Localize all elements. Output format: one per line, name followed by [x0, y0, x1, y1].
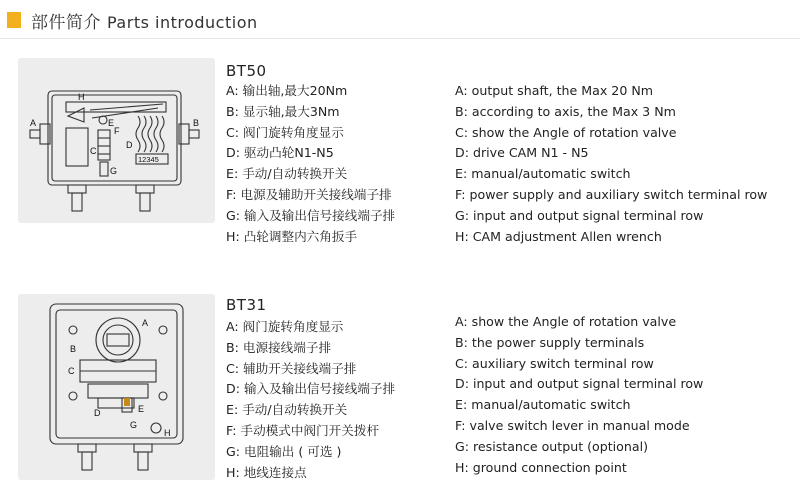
section-header	[7, 7, 258, 33]
list-item: B: 显示轴,最大3Nm	[226, 103, 340, 119]
header-accent-square	[7, 12, 21, 28]
bt50-label-g: G	[110, 166, 118, 176]
list-item: H: 凸轮调整内六角扳手	[226, 228, 358, 244]
bt50-label-h: H	[78, 92, 85, 102]
section-title-en: Parts introduction	[107, 12, 258, 32]
bt31-label-c: C	[68, 366, 75, 376]
list-item: C: show the Angle of rotation valve	[455, 124, 677, 140]
list-item: B: 电源接线端子排	[226, 339, 332, 355]
bt50-diagram-panel	[18, 58, 215, 223]
list-item: D: 输入及输出信号接线端子排	[226, 381, 396, 397]
bt31-label-e: E	[138, 404, 145, 414]
list-item: F: 手动模式中阀门开关拨杆	[226, 422, 380, 438]
bt31-label-b: B	[70, 344, 77, 354]
list-item: E: manual/automatic switch	[455, 397, 631, 413]
list-item: A: 阀门旋转角度显示	[226, 319, 344, 334]
bt50-label-e: E	[108, 118, 115, 128]
bt50-diagram	[18, 58, 215, 223]
bt31-diagram-panel	[18, 294, 215, 480]
list-item: F: power supply and auxiliary switch terminal row	[455, 186, 768, 202]
header-divider	[0, 38, 800, 39]
list-item: H: 地线连接点	[226, 464, 307, 480]
bt50-label-c: C	[90, 146, 97, 156]
bt50-label-cam-numbers: 12345	[138, 155, 159, 164]
list-item: H: CAM adjustment Allen wrench	[455, 228, 662, 244]
bt31-label-g: G	[130, 420, 138, 430]
list-item: D: input and output signal terminal row	[455, 376, 704, 392]
list-item: A: show the Angle of rotation valve	[455, 314, 677, 329]
list-item: H: ground connection point	[455, 459, 627, 475]
bt31-en-list	[455, 312, 703, 478]
bt50-label-f: F	[114, 126, 120, 136]
list-item: G: input and output signal terminal row	[455, 207, 704, 223]
list-item: A: output shaft, the Max 20 Nm	[455, 83, 654, 98]
list-item: G: resistance output (optional)	[455, 438, 648, 454]
section-title-cn: 部件简介	[31, 12, 101, 33]
list-item: A: 输出轴,最大20Nm	[226, 83, 348, 98]
bt50-cn-list	[226, 81, 395, 247]
list-item: B: the power supply terminals	[455, 334, 645, 350]
bt31-model-title: BT31	[226, 296, 267, 314]
bt50-model-title: BT50	[226, 62, 267, 80]
list-item: C: 辅助开关接线端子排	[226, 360, 357, 376]
bt50-label-a: A	[30, 118, 37, 128]
list-item: C: auxiliary switch terminal row	[455, 355, 654, 371]
list-item: E: 手动/自动转换开关	[226, 166, 348, 182]
bt31-cn-list	[226, 317, 395, 483]
list-item: C: 阀门旋转角度显示	[226, 124, 344, 140]
list-item: E: 手动/自动转换开关	[226, 402, 348, 418]
section-title	[31, 8, 258, 33]
list-item: F: valve switch lever in manual mode	[455, 417, 690, 433]
list-item: G: 电阻输出 ( 可选 )	[226, 443, 342, 459]
bt31-label-d: D	[94, 408, 101, 418]
bt31-label-a: A	[142, 318, 149, 328]
list-item: E: manual/automatic switch	[455, 166, 631, 182]
bt50-en-list	[455, 81, 767, 247]
bt31-diagram	[18, 294, 215, 480]
list-item: D: 驱动凸轮N1-N5	[226, 145, 334, 161]
list-item: G: 输入及输出信号接线端子排	[226, 207, 396, 223]
bt50-label-d: D	[126, 140, 133, 150]
list-item: F: 电源及辅助开关接线端子排	[226, 186, 392, 202]
list-item: D: drive CAM N1 - N5	[455, 145, 589, 161]
bt31-label-h: H	[164, 428, 171, 438]
bt50-label-b: B	[193, 118, 200, 128]
list-item: B: according to axis, the Max 3 Nm	[455, 103, 676, 119]
